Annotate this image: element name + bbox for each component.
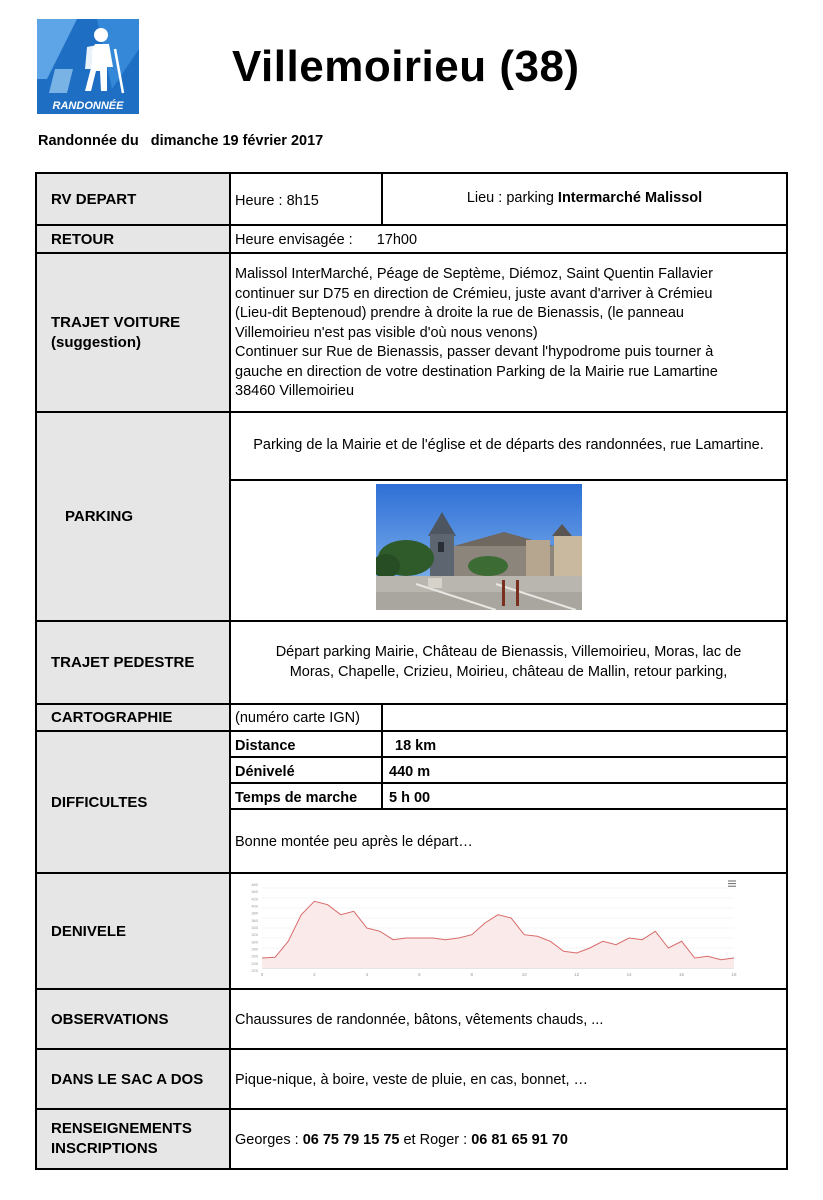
chart-y-tick-label: 420 <box>251 896 258 902</box>
date-value: dimanche 19 février 2017 <box>150 133 324 149</box>
temps-value <box>381 782 788 810</box>
trajet-pedestre-label-text: TRAJET PEDESTRE <box>51 654 195 671</box>
phone-1: 06 75 79 15 75 <box>302 1132 400 1148</box>
difficultes-comment <box>229 808 788 874</box>
lieu-name: Intermarché Malissol <box>557 190 703 207</box>
parking-label-text: PARKING <box>65 508 134 525</box>
trajet-line: Continuer sur Rue de Bienassis, passer devant l'hypodrome puis tourner à <box>235 344 714 360</box>
renseignements-label-line2: INSCRIPTIONS <box>51 1140 158 1157</box>
trajet-line: (Lieu-dit Beptenoud) prendre à droite la rue de Bienassis, (le panneau <box>235 305 684 321</box>
distance-label-text: Distance <box>235 738 296 754</box>
chart-x-tick-label: 8 <box>470 972 474 977</box>
sac-text: Pique-nique, à boire, veste de pluie, en cas, bonnet, … <box>235 1072 589 1088</box>
observations-text: Chaussures de randonnée, bâtons, vêtements chauds, ... <box>235 1012 604 1028</box>
rv-depart-label-text: RV DEPART <box>51 190 137 208</box>
trajet-line: Malissol InterMarché, Péage de Septème, Diémoz, Saint Quentin Fallavier <box>235 266 713 282</box>
trajet-voiture-label-line2: (suggestion) <box>51 333 141 351</box>
difficultes-label <box>35 730 231 874</box>
chart-y-tick-label: 240 <box>251 960 258 966</box>
chart-y-tick-label: 220 <box>251 968 258 973</box>
denivele-label-text: Dénivelé <box>235 764 295 780</box>
contact-name-2: et Roger : <box>399 1132 472 1148</box>
denivele-row-label <box>35 872 231 990</box>
cartographie-text: (numéro carte IGN) <box>235 710 360 726</box>
parking-text-value: Parking de la Mairie et de l'église et de départs des randonnées, rue Lamartine. <box>253 437 764 454</box>
elevation-chart-svg <box>240 876 746 984</box>
rv-depart-label <box>35 172 231 226</box>
chart-y-tick-label: 400 <box>251 903 258 909</box>
chart-x-tick-label: 10 <box>521 972 527 977</box>
temps-label <box>229 782 383 810</box>
retour-text: Heure envisagée : <box>235 232 353 248</box>
contact-name-1: Georges : <box>235 1132 303 1148</box>
cartographie-empty <box>381 703 788 732</box>
rv-depart-heure-text: Heure : 8h15 <box>235 193 319 209</box>
trajet-voiture-text <box>229 252 788 413</box>
distance-value <box>381 730 788 758</box>
chart-y-tick-label: 280 <box>251 946 258 952</box>
temps-value-text: 5 h 00 <box>389 790 431 806</box>
cartographie-value <box>229 703 383 732</box>
chart-y-tick-label: 380 <box>251 910 258 916</box>
retour-time: 17h00 <box>376 232 418 248</box>
retour-label-text: RETOUR <box>51 230 115 248</box>
retour-value <box>229 224 788 254</box>
chart-x-tick-label: 0 <box>260 972 264 977</box>
chart-x-tick-label: 4 <box>365 972 369 977</box>
page-title: Villemoirieu (38) <box>232 42 580 91</box>
trajet-pedestre-label <box>35 620 231 705</box>
lieu-prefix: Lieu : parking <box>466 190 558 207</box>
chart-y-tick-label: 300 <box>251 939 258 945</box>
chart-y-tick-label: 460 <box>251 889 258 895</box>
chart-y-tick-label: 480 <box>251 882 258 887</box>
phone-2: 06 81 65 91 70 <box>471 1132 568 1148</box>
denivele-value <box>381 756 788 784</box>
chart-y-tick-label: 320 <box>251 932 258 938</box>
trajet-pedestre-text <box>229 620 788 705</box>
date-line <box>38 133 323 149</box>
date-label: Randonnée du <box>38 133 139 149</box>
denivele-row-label-text: DENIVELE <box>51 922 127 940</box>
cartographie-label <box>35 703 231 732</box>
rv-depart-heure <box>229 172 383 226</box>
trajet-line: continuer sur D75 en direction de Crémieu, juste avant d'arriver à Crémieu <box>235 285 713 302</box>
rv-depart-lieu <box>381 172 788 226</box>
trajet-pedestre-line1: Départ parking Mairie, Château de Bienassis, Villemoirieu, Moras, lac de <box>275 644 742 660</box>
sac-label-text: DANS LE SAC A DOS <box>51 1070 204 1088</box>
parking-label <box>35 411 231 622</box>
distance-value-text: 18 km <box>395 738 437 754</box>
denivele-label <box>229 756 383 784</box>
observations-value <box>229 988 788 1050</box>
chart-x-tick-label: 2 <box>313 972 316 977</box>
renseignements-label-line1: RENSEIGNEMENTS <box>51 1120 192 1137</box>
sac-value <box>229 1048 788 1110</box>
trajet-pedestre-line2: Moras, Chapelle, Crizieu, Moirieu, château de Mallin, retour parking, <box>289 663 728 680</box>
chart-x-tick-label: 18 <box>731 972 737 977</box>
randonnee-logo <box>37 19 139 114</box>
difficultes-label-text: DIFFICULTES <box>51 793 148 811</box>
chart-x-tick-label: 12 <box>574 972 580 977</box>
chart-y-tick-label: 360 <box>251 917 258 923</box>
difficultes-comment-text: Bonne montée peu après le départ… <box>235 834 473 850</box>
chart-x-tick-label: 16 <box>679 972 685 977</box>
retour-label <box>35 224 231 254</box>
chart-y-tick-label: 340 <box>251 925 258 930</box>
chart-area <box>262 901 734 968</box>
temps-label-text: Temps de marche <box>235 790 358 806</box>
sac-label <box>35 1048 231 1110</box>
renseignements-label <box>35 1108 231 1170</box>
chart-x-tick-label: 14 <box>626 972 632 977</box>
distance-label <box>229 730 383 758</box>
parking-text <box>229 411 788 481</box>
chart-y-tick-label: 260 <box>251 953 258 959</box>
chart-x-tick-label: 6 <box>418 972 421 977</box>
church-photo <box>376 484 582 610</box>
cartographie-label-text: CARTOGRAPHIE <box>51 709 173 726</box>
trajet-voiture-label <box>35 252 231 413</box>
renseignements-value <box>229 1108 788 1170</box>
trajet-line: gauche en direction de votre destination Parking de la Mairie rue Lamartine <box>235 363 718 380</box>
trajet-line: 38460 Villemoirieu <box>235 383 355 399</box>
trajet-line: Villemoirieu n'est pas visible d'où nous venons) <box>235 324 538 341</box>
denivele-value-text: 440 m <box>389 764 431 780</box>
logo-text: RANDONNÉE <box>52 100 124 112</box>
elevation-chart <box>240 876 746 984</box>
trajet-voiture-label-line1: TRAJET VOITURE <box>51 313 181 331</box>
observations-label <box>35 988 231 1050</box>
observations-label-text: OBSERVATIONS <box>51 1010 169 1028</box>
